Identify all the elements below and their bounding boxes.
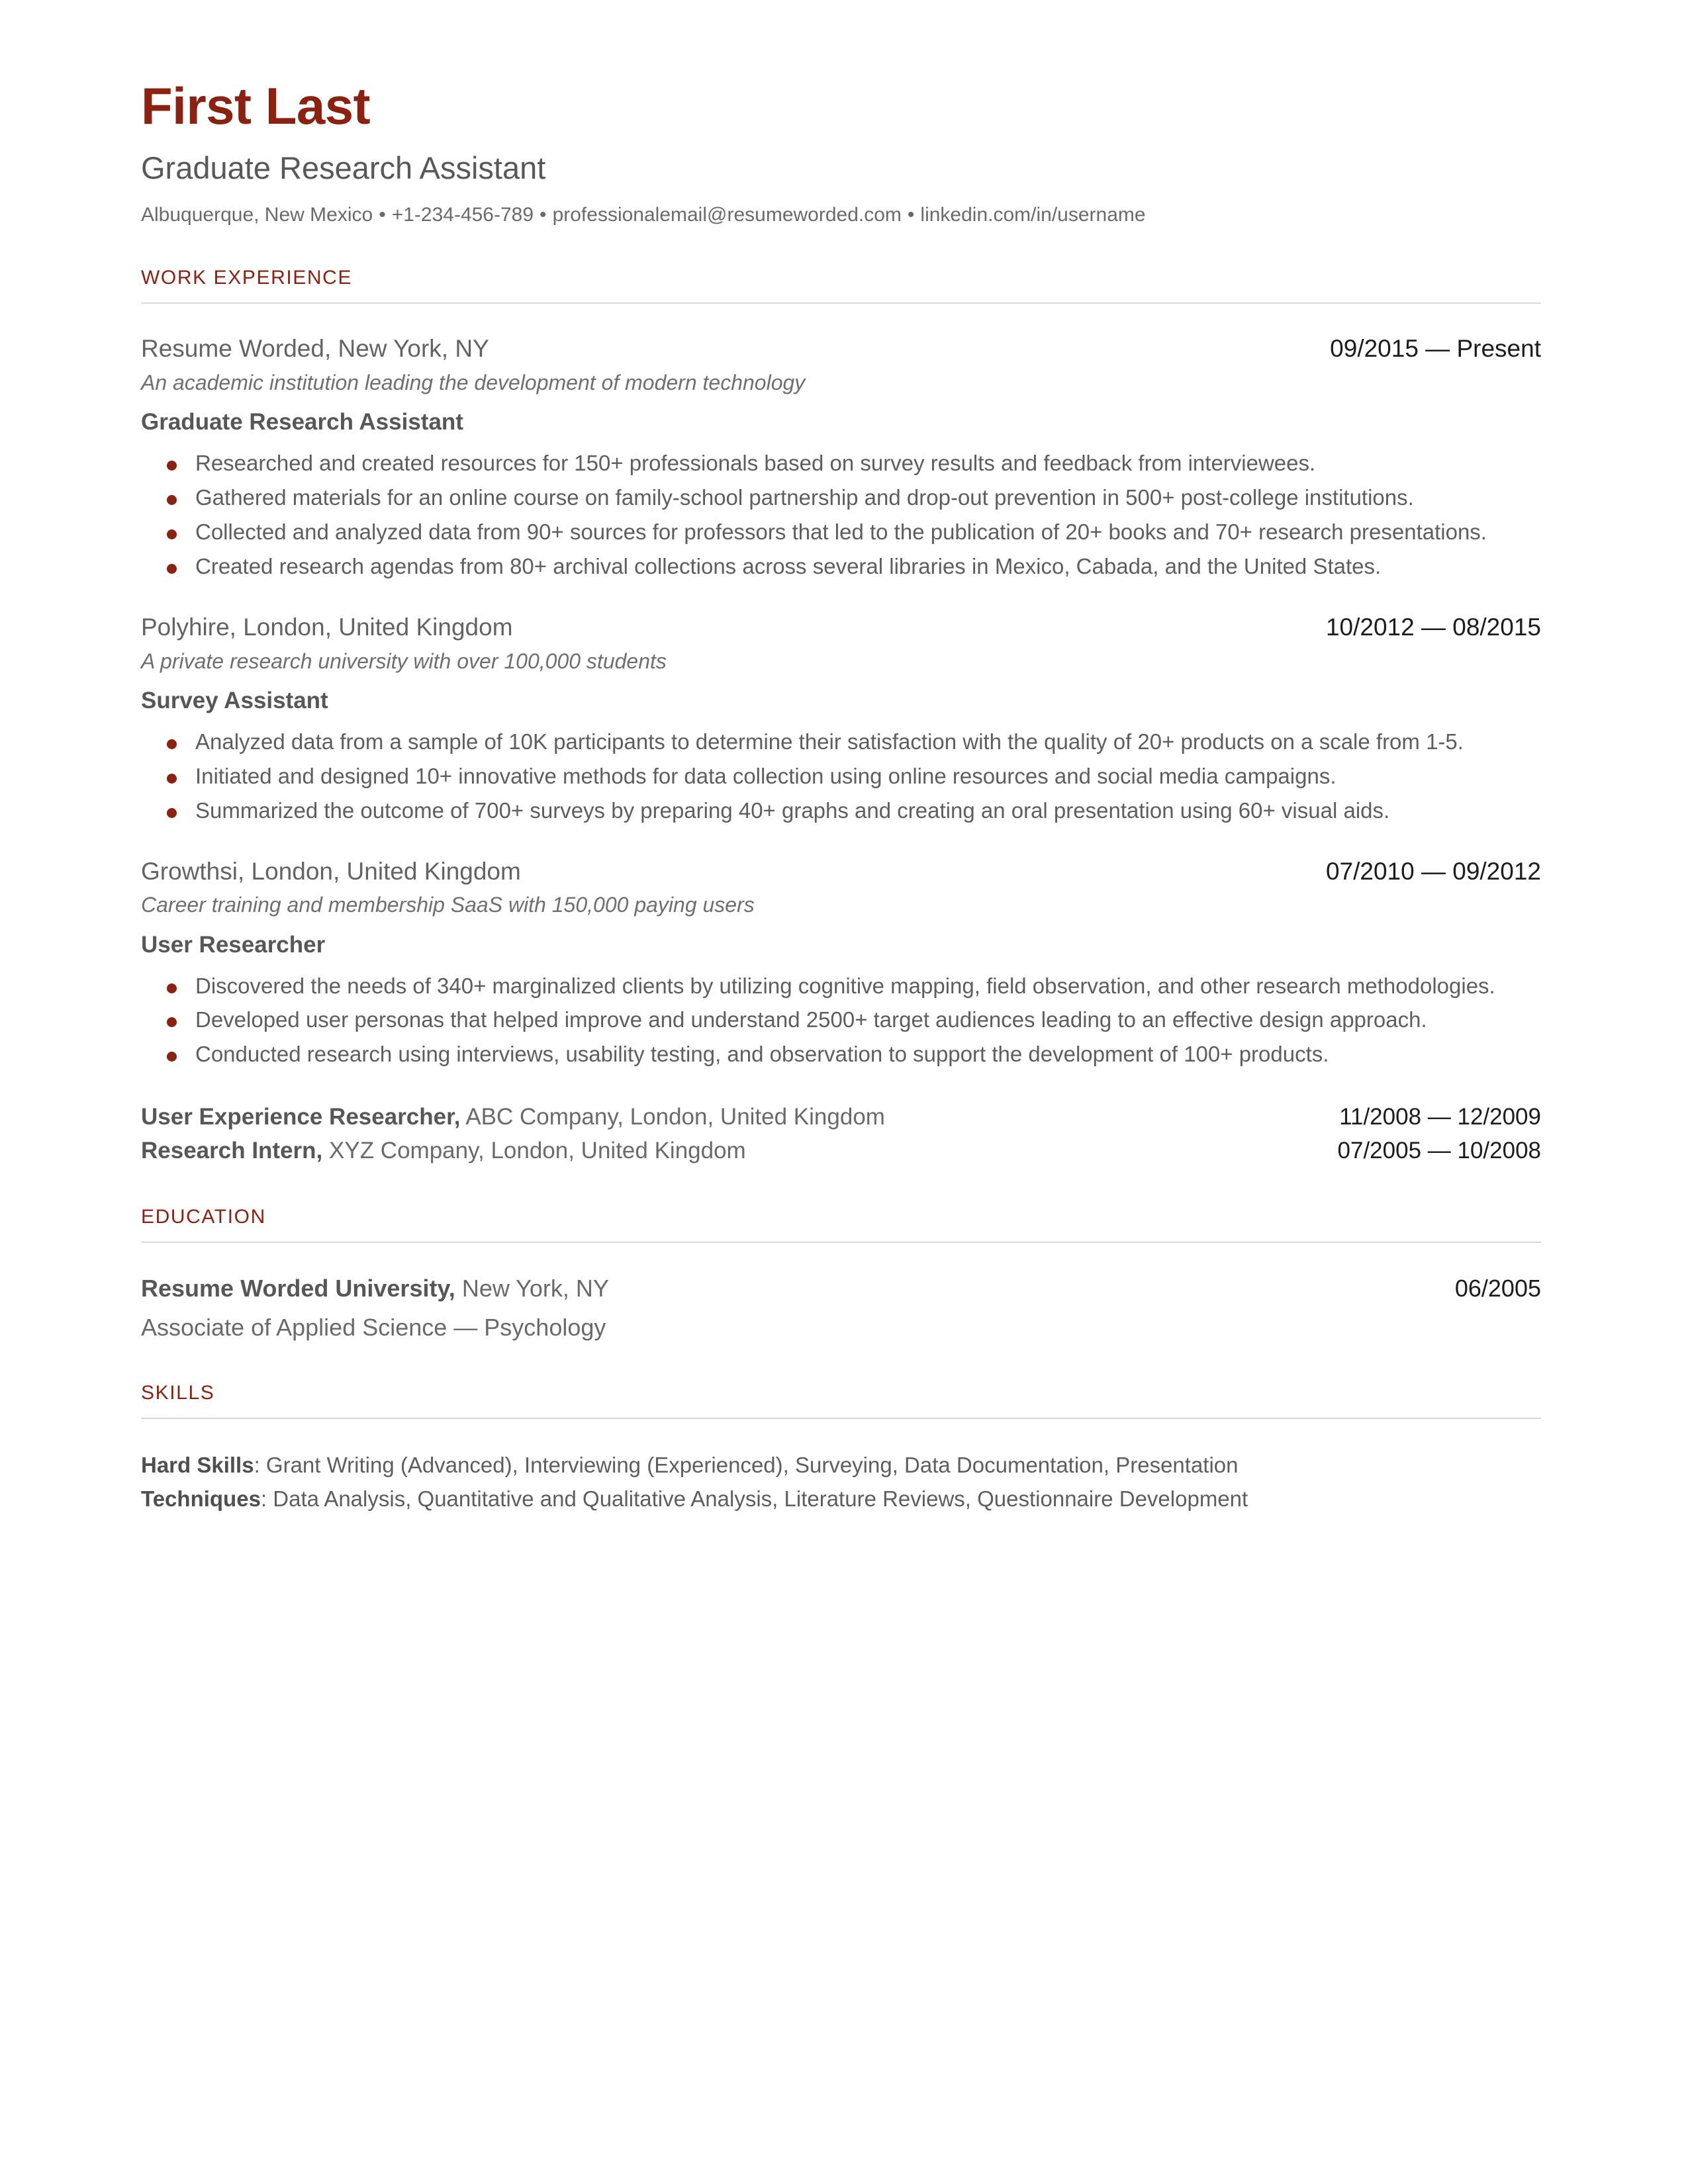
experience-entry-header bbox=[141, 613, 1541, 642]
resume-header bbox=[141, 78, 1541, 227]
education-date: 06/2005 bbox=[1454, 1275, 1541, 1302]
experience-entry-header bbox=[141, 857, 1541, 886]
compact-roles-list bbox=[141, 1102, 1541, 1166]
education-school-line bbox=[141, 1273, 609, 1303]
bullet-dot-icon bbox=[167, 1017, 177, 1027]
experience-bullet bbox=[141, 1039, 1496, 1070]
education-school: Resume Worded University, bbox=[141, 1275, 455, 1302]
compact-role-company: ABC Company, London, United Kingdom bbox=[460, 1104, 885, 1130]
skill-values: : Grant Writing (Advanced), Interviewing (Experienced), Surveying, Data Documentation, Presentation bbox=[254, 1453, 1239, 1478]
contact-separator-1: • bbox=[379, 203, 386, 226]
candidate-name: First Last bbox=[141, 77, 371, 135]
skill-row bbox=[141, 1449, 1541, 1481]
contact-email[interactable]: professionalemail@resumeworded.com bbox=[552, 203, 902, 226]
contact-linkedin[interactable]: linkedin.com/in/username bbox=[920, 203, 1146, 226]
compact-role-text bbox=[141, 1102, 885, 1133]
bullet-dot-icon bbox=[167, 1052, 177, 1062]
experience-dates: 10/2012 — 08/2015 bbox=[1325, 613, 1541, 641]
experience-dates: 09/2015 — Present bbox=[1330, 335, 1541, 363]
experience-bullet bbox=[141, 971, 1496, 1002]
compact-role-text bbox=[141, 1136, 746, 1167]
experience-entry bbox=[141, 334, 1541, 582]
education-entry bbox=[141, 1273, 1541, 1342]
experience-bullet-text: Gathered materials for an online course on family-school partnership and drop-out prevention in 500+ post-college institutions. bbox=[195, 485, 1414, 510]
experience-bullet bbox=[141, 761, 1496, 792]
bullet-dot-icon bbox=[167, 495, 177, 505]
experience-bullet bbox=[141, 448, 1496, 479]
experience-job-title: Survey Assistant bbox=[141, 687, 328, 713]
section-title-skills: SKILLS bbox=[141, 1382, 215, 1404]
experience-job-title: User Researcher bbox=[141, 931, 326, 958]
experience-bullet-text: Created research agendas from 80+ archival collections across several libraries in Mexico, Cabada, and the United States. bbox=[195, 554, 1382, 579]
experience-bullet-text: Discovered the needs of 340+ marginalized clients by utilizing cognitive mapping, field observation, and other research methodologies. bbox=[195, 973, 1495, 998]
skill-category-label: Techniques bbox=[141, 1486, 261, 1512]
experience-bullet-text: Researched and created resources for 150+ professionals based on survey results and feedback from interviewees. bbox=[195, 451, 1316, 476]
bullet-dot-icon bbox=[167, 739, 177, 749]
skill-row bbox=[141, 1483, 1541, 1515]
experience-dates: 07/2010 — 09/2012 bbox=[1325, 857, 1541, 885]
education-location: New York, NY bbox=[455, 1275, 609, 1302]
section-divider-skills bbox=[141, 1418, 1541, 1419]
bullet-dot-icon bbox=[167, 564, 177, 574]
bullet-dot-icon bbox=[167, 774, 177, 784]
section-work-experience bbox=[141, 267, 1541, 1166]
experience-company-blurb: Career training and membership SaaS with 150,000 paying users bbox=[141, 893, 755, 917]
experience-bullet-text: Analyzed data from a sample of 10K participants to determine their satisfaction with the quality of 20+ products on a scale from 1-5. bbox=[195, 729, 1464, 754]
experience-bullet-list bbox=[141, 727, 1541, 827]
compact-role-row bbox=[141, 1102, 1541, 1133]
experience-company-blurb: An academic institution leading the development of modern technology bbox=[141, 371, 806, 395]
bullet-dot-icon bbox=[167, 461, 177, 471]
experience-bullet bbox=[141, 551, 1496, 582]
compact-role-company: XYZ Company, London, United Kingdom bbox=[322, 1137, 746, 1163]
contact-line bbox=[141, 203, 1541, 228]
experience-company-blurb: A private research university with over 100,000 students bbox=[141, 649, 667, 673]
experience-bullet-text: Conducted research using interviews, usability testing, and observation to support the development of 100+ products. bbox=[195, 1042, 1329, 1067]
experience-bullet-text: Developed user personas that helped improve and understand 2500+ target audiences leading to an effective design approach. bbox=[195, 1007, 1427, 1032]
section-skills bbox=[141, 1382, 1541, 1515]
skills-list bbox=[141, 1449, 1541, 1515]
experience-bullet bbox=[141, 482, 1496, 514]
bullet-dot-icon bbox=[167, 529, 177, 539]
compact-role-dates: 11/2008 — 12/2009 bbox=[1339, 1104, 1541, 1130]
compact-role-dates: 07/2005 — 10/2008 bbox=[1337, 1137, 1541, 1163]
contact-phone[interactable]: +1-234-456-789 bbox=[391, 203, 534, 226]
experience-entry bbox=[141, 857, 1541, 1071]
skill-category-label: Hard Skills bbox=[141, 1453, 254, 1478]
contact-location: Albuquerque, New Mexico bbox=[141, 203, 373, 226]
experience-bullet bbox=[141, 517, 1496, 548]
section-education bbox=[141, 1206, 1541, 1342]
experience-bullet-text: Summarized the outcome of 700+ surveys by preparing 40+ graphs and creating an oral presentation using 60+ visual aids. bbox=[195, 797, 1390, 823]
experience-company: Resume Worded, New York, NY bbox=[141, 335, 489, 363]
bullet-dot-icon bbox=[167, 983, 177, 993]
education-degree: Associate of Applied Science — Psychology bbox=[141, 1314, 606, 1342]
experience-entry bbox=[141, 613, 1541, 827]
contact-separator-3: • bbox=[907, 203, 915, 226]
experience-bullet-text: Initiated and designed 10+ innovative methods for data collection using online resources and social media campaigns. bbox=[195, 763, 1336, 788]
compact-role-title: User Experience Researcher, bbox=[141, 1104, 461, 1130]
experience-bullet bbox=[141, 1005, 1496, 1036]
compact-role-title: Research Intern, bbox=[141, 1137, 323, 1163]
bullet-dot-icon bbox=[167, 808, 177, 818]
section-title-education: EDUCATION bbox=[141, 1206, 266, 1228]
skill-values: : Data Analysis, Quantitative and Qualitative Analysis, Literature Reviews, Questionnaire Development bbox=[260, 1486, 1248, 1512]
experience-bullet-list bbox=[141, 448, 1541, 582]
section-divider-education bbox=[141, 1242, 1541, 1243]
experience-bullet-text: Collected and analyzed data from 90+ sources for professors that led to the publication of 20+ books and 70+ research presentations. bbox=[195, 520, 1487, 545]
education-entry-header bbox=[141, 1273, 1541, 1303]
candidate-headline: Graduate Research Assistant bbox=[141, 150, 546, 186]
experience-job-title: Graduate Research Assistant bbox=[141, 409, 463, 435]
experience-company: Growthsi, London, United Kingdom bbox=[141, 857, 521, 885]
experience-bullet-list bbox=[141, 971, 1541, 1071]
section-divider-work bbox=[141, 302, 1541, 304]
experience-bullet bbox=[141, 727, 1496, 758]
experience-entry-header bbox=[141, 334, 1541, 363]
section-title-work-experience: WORK EXPERIENCE bbox=[141, 267, 353, 289]
experience-company: Polyhire, London, United Kingdom bbox=[141, 613, 513, 641]
contact-separator-2: • bbox=[539, 203, 547, 226]
experience-bullet bbox=[141, 796, 1496, 827]
compact-role-row bbox=[141, 1136, 1541, 1167]
